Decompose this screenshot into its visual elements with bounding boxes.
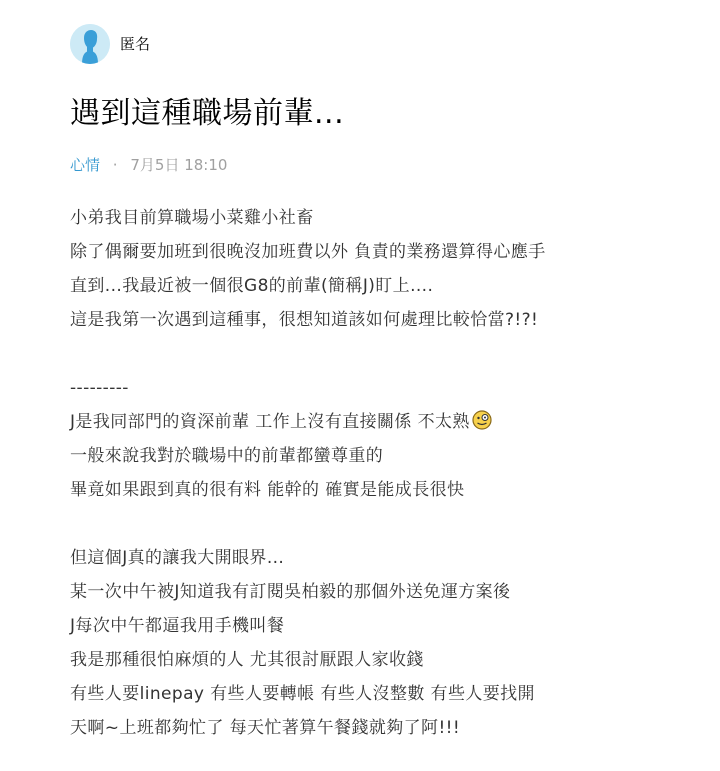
post-meta: [70, 154, 227, 176]
forum-link[interactable]: 心情: [70, 156, 101, 174]
content-line-blank: [70, 337, 546, 371]
content-line: 有些人要linepay 有些人要轉帳 有些人沒整數 有些人要找開: [70, 684, 535, 704]
content-line: 這是我第一次遇到這種事，很想知道該如何處理比較恰當?!?!: [70, 310, 539, 330]
grimacing-emoji-icon: [472, 410, 492, 430]
meta-separator: ·: [112, 156, 118, 174]
content-line: 小弟我目前算職場小菜雞小社畜: [70, 208, 314, 228]
avatar[interactable]: [70, 24, 110, 64]
content-line: 畢竟如果跟到真的很有料 能幹的 確實是能成長很快: [70, 480, 465, 500]
content-line: 我是那種很怕麻煩的人 尤其很討厭跟人家收錢: [70, 650, 424, 670]
content-line: 但這個J真的讓我大開眼界...: [70, 548, 285, 568]
content-line: J每次中午都逼我用手機叫餐: [70, 616, 285, 636]
content-line: 天啊~上班都夠忙了 每天忙著算午餐錢就夠了阿!!!: [70, 718, 461, 738]
content-text: J是我同部門的資深前輩 工作上沒有直接關係 不太熟: [70, 412, 470, 432]
author-name[interactable]: 匿名: [120, 35, 151, 53]
content-line: 一般來說我對於職場中的前輩都蠻尊重的: [70, 446, 384, 466]
anonymous-person-icon: [70, 24, 110, 64]
post-title: 遇到這種職場前輩...: [70, 96, 345, 131]
content-line-blank: [70, 507, 546, 541]
content-line: 直到...我最近被一個很G8的前輩(簡稱J)盯上....: [70, 276, 434, 296]
content-line: [70, 405, 546, 439]
content-line: 某一次中午被J知道我有訂閱吳柏毅的那個外送免運方案後: [70, 582, 511, 602]
content-line: 除了偶爾要加班到很晚沒加班費以外 負責的業務還算得心應手: [70, 242, 546, 262]
post-timestamp: 7月5日 18:10: [130, 156, 228, 174]
author-row[interactable]: [70, 24, 150, 64]
post-content: [70, 201, 546, 745]
content-line: ---------: [70, 378, 129, 398]
